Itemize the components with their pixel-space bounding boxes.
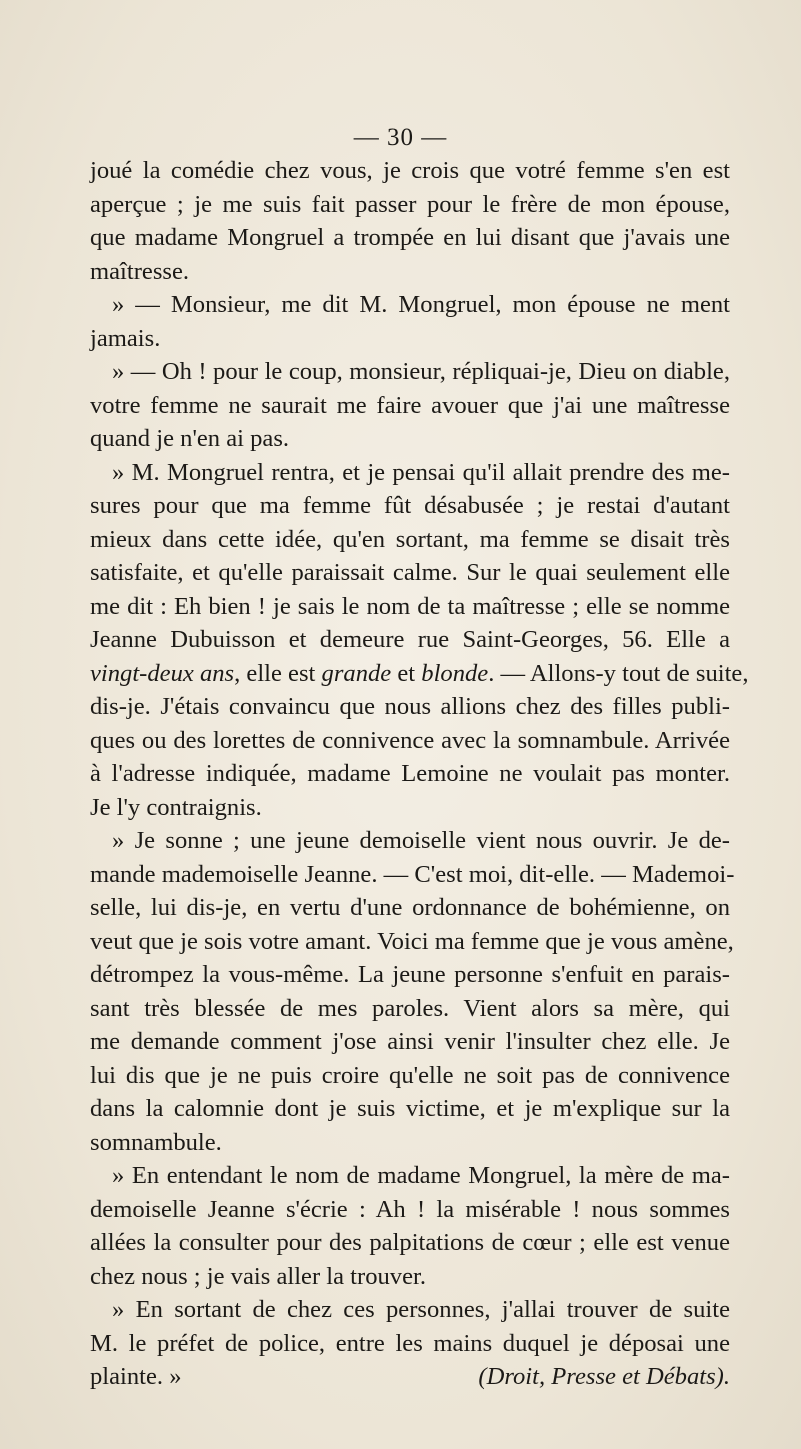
text-line: lui dis que je ne puis croire qu'elle ne soit pas de connivence xyxy=(90,1061,730,1089)
text-fragment: , elle est xyxy=(234,659,322,687)
text-line: » En sortant de chez ces personnes, j'allai trouver de suite xyxy=(112,1296,730,1323)
text-line: quand je n'en ai pas. xyxy=(90,425,290,452)
text-line: dans la calomnie dont je suis victime, et je m'explique sur la xyxy=(90,1095,730,1122)
closing-text: plainte. » xyxy=(90,1363,182,1390)
text-line: chez nous ; je vais aller la trouver. xyxy=(90,1262,426,1290)
text-line: à l'adresse indiquée, madame Lemoine ne voulait pas monter. xyxy=(90,760,730,787)
text-line: demoiselle Jeanne s'écrie : Ah ! la misérable ! nous sommes xyxy=(90,1195,730,1223)
text-line: me dit : Eh bien ! je sais le nom de ta maîtresse ; elle se nomme xyxy=(90,592,730,620)
text-line: mieux dans cette idée, qu'en sortant, ma femme se disait très xyxy=(90,525,730,553)
italic-age: vingt-deux ans xyxy=(90,659,235,687)
text-line: veut que je sois votre amant. Voici ma femme que je vous amène, xyxy=(90,927,734,955)
text-line-italic-mixed xyxy=(90,657,749,691)
body-text xyxy=(90,154,749,1394)
text-line: détrompez la vous-même. La jeune personne s'enfuit en parais- xyxy=(90,961,730,988)
text-line: sant très blessée de mes paroles. Vient alors sa mère, qui xyxy=(90,994,730,1022)
text-line: Jeanne Dubuisson et demeure rue Saint-Georges, 56. Elle a xyxy=(90,626,730,653)
text-line: Je l'y contraignis. xyxy=(90,793,262,821)
closing-line xyxy=(90,1360,730,1394)
text-line: somnambule. xyxy=(90,1128,222,1156)
source-citation: (Droit, Presse et Débats). xyxy=(478,1363,730,1390)
text-line: ques ou des lorettes de connivence avec la somnambule. Arrivée xyxy=(90,726,730,754)
text-line: satisfaite, et qu'elle paraissait calme. Sur le quai seulement elle xyxy=(90,559,730,586)
text-line: allées la consulter pour des palpitations de cœur ; elle est venue xyxy=(90,1229,730,1256)
text-line: dis-je. J'étais convaincu que nous allions chez des filles publi- xyxy=(90,693,730,720)
text-fragment: et xyxy=(391,659,422,687)
text-line: aperçue ; je me suis fait passer pour le frère de mon épouse, xyxy=(90,190,730,218)
page-number: — 30 — xyxy=(353,124,448,151)
text-line: » — Oh ! pour le coup, monsieur, répliquai-je, Dieu on diable, xyxy=(112,358,730,385)
italic-grande: grande xyxy=(321,659,392,687)
text-line: jamais. xyxy=(90,324,161,352)
text-line: mande mademoiselle Jeanne. — C'est moi, dit-elle. — Mademoi- xyxy=(90,860,735,888)
text-line: votre femme ne saurait me faire avouer que j'ai une maîtresse xyxy=(90,391,730,419)
text-line: que madame Mongruel a trompée en lui disant que j'avais une xyxy=(90,224,730,251)
text-line: M. le préfet de police, entre les mains duquel je déposai une xyxy=(90,1329,730,1357)
text-line: selle, lui dis-je, en vertu d'une ordonnance de bohémienne, on xyxy=(90,894,730,921)
text-line: maîtresse. xyxy=(90,257,190,285)
text-line: sures pour que ma femme fût désabusée ; je restai d'autant xyxy=(90,492,730,519)
text-line: » M. Mongruel rentra, et je pensai qu'il allait prendre des me- xyxy=(112,458,730,486)
text-fragment: . — Allons-y tout de suite, xyxy=(488,659,749,687)
text-line: » — Monsieur, me dit M. Mongruel, mon épouse ne ment xyxy=(112,291,730,318)
text-line: » Je sonne ; une jeune demoiselle vient nous ouvrir. Je de- xyxy=(112,827,730,854)
text-line: joué la comédie chez vous, je crois que votré femme s'en est xyxy=(90,157,730,184)
italic-blonde: blonde xyxy=(421,659,489,687)
text-line: me demande comment j'ose ainsi venir l'insulter chez elle. Je xyxy=(90,1028,730,1055)
text-line: » En entendant le nom de madame Mongruel, la mère de ma- xyxy=(112,1162,730,1189)
